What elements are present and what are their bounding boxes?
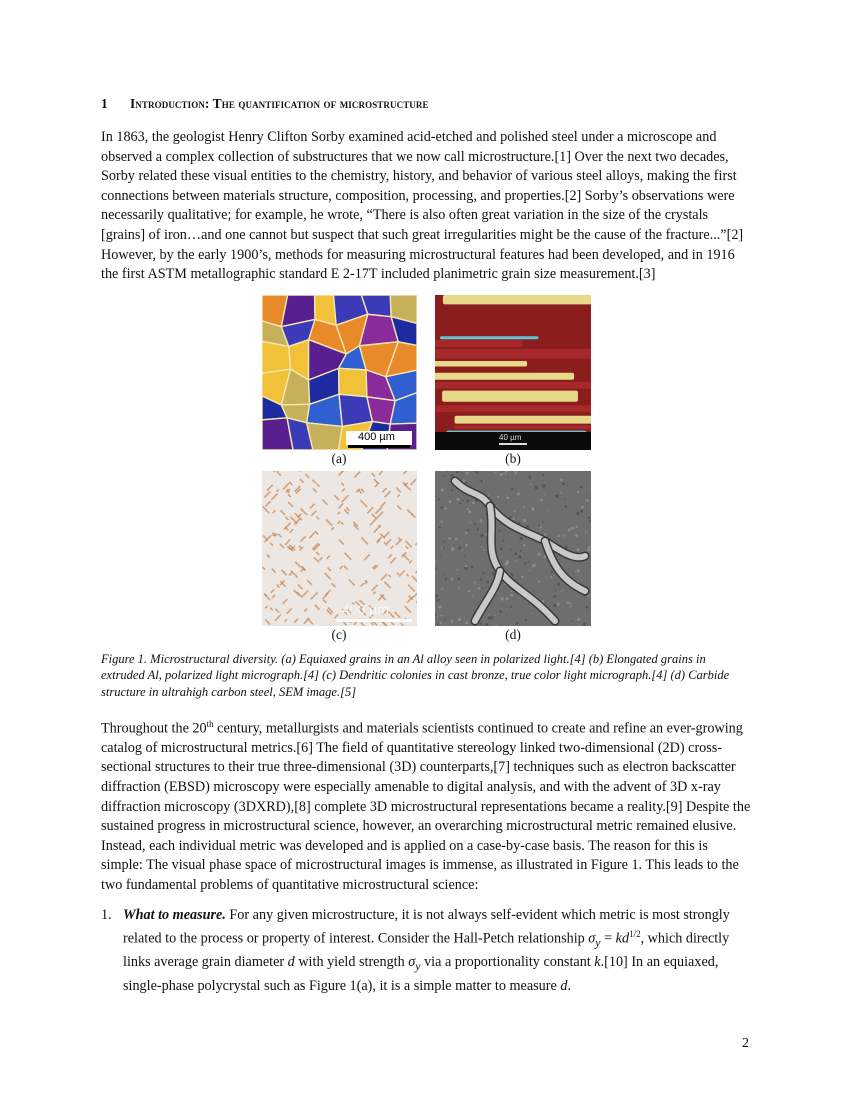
sem-speckle (542, 474, 544, 476)
sem-speckle (469, 521, 471, 523)
sem-speckle (510, 516, 512, 518)
sem-speckle (571, 620, 573, 622)
elongated-grain (435, 361, 527, 366)
scale-bar-b-label: 40 µm (499, 432, 522, 442)
sem-speckle (577, 491, 579, 493)
panel-label-d: (d) (505, 626, 521, 642)
section-heading (101, 96, 751, 112)
elongated-grain (435, 330, 591, 335)
sem-speckle (580, 486, 582, 488)
sem-speckle (441, 614, 443, 616)
sem-speckle (455, 538, 457, 540)
sem-speckle (542, 521, 544, 523)
sem-speckle (586, 606, 589, 609)
list-item-text-f: . (567, 977, 571, 994)
panel-label-a: (a) (331, 450, 347, 466)
equation-exponent: 1/2 (629, 929, 641, 940)
sem-speckle (516, 560, 517, 561)
equation-equals: = (600, 930, 616, 947)
sem-speckle (458, 618, 461, 621)
sem-speckle (483, 549, 485, 551)
sem-speckle (451, 577, 454, 580)
list-item-text-e: .[10] In an equiaxed, single-phase polycrystal such as Figure 1(a), it is a simple matter to measure (123, 954, 719, 994)
sem-speckle (581, 505, 584, 508)
sem-speckle (514, 471, 517, 474)
sem-speckle (474, 523, 476, 525)
sem-speckle (439, 622, 441, 624)
page-number: 2 (742, 1036, 749, 1051)
sem-speckle (487, 580, 490, 583)
sem-speckle (466, 499, 469, 502)
sem-speckle (529, 476, 532, 479)
elongated-grain (435, 349, 591, 359)
sem-speckle (458, 546, 461, 549)
sem-speckle (438, 526, 440, 528)
sem-speckle (538, 580, 540, 582)
sem-speckle (467, 528, 470, 531)
sem-speckle (529, 570, 530, 571)
sem-speckle (514, 510, 516, 512)
sem-speckle (450, 474, 453, 477)
sem-speckle (562, 482, 565, 485)
sem-speckle (555, 589, 557, 591)
sem-speckle (580, 509, 583, 512)
panel-label-c: (c) (331, 626, 347, 642)
micrograph-c (262, 471, 417, 626)
paragraph-2 (101, 715, 751, 896)
sem-speckle (553, 604, 556, 607)
sem-speckle (465, 471, 468, 474)
sem-speckle (510, 593, 513, 596)
sem-speckle (465, 565, 467, 567)
sem-speckle (492, 572, 495, 575)
sem-speckle (441, 506, 444, 509)
sem-speckle (540, 498, 543, 501)
sem-speckle (583, 622, 586, 625)
sem-speckle (531, 612, 532, 613)
sem-speckle (548, 509, 549, 510)
sem-speckle (448, 537, 450, 539)
sem-speckle (524, 562, 526, 564)
symbol-sigma: σ (408, 954, 416, 971)
sem-speckle (464, 555, 465, 556)
elongated-grain (435, 339, 522, 346)
sem-speckle (550, 571, 552, 573)
elongated-grain (435, 382, 591, 389)
sem-speckle (502, 539, 504, 541)
sem-speckle (461, 549, 463, 551)
sem-speckle (482, 480, 483, 481)
sem-speckle (437, 623, 439, 625)
sem-speckle (521, 555, 522, 556)
grain (262, 341, 290, 373)
elongated-grain (448, 316, 591, 324)
sem-speckle (465, 532, 468, 535)
sem-speckle (565, 505, 567, 507)
sem-speckle (457, 577, 460, 580)
micrograph-d-image (435, 471, 591, 626)
list-item-number: 1. (101, 906, 112, 923)
sem-speckle (441, 588, 443, 590)
sem-speckle (457, 568, 459, 570)
sem-speckle (465, 544, 468, 547)
sem-speckle (449, 484, 450, 485)
symbol-k: k (594, 954, 601, 971)
equation-kd: kd (615, 930, 630, 947)
sem-speckle (435, 594, 438, 597)
elongated-grain (440, 336, 539, 339)
sem-speckle (557, 583, 560, 586)
micrograph-c-image (262, 471, 417, 626)
sem-speckle (575, 534, 578, 537)
sem-speckle (477, 528, 479, 530)
sem-speckle (557, 603, 560, 606)
sem-speckle (467, 590, 469, 592)
sem-speckle (438, 605, 441, 608)
sem-speckle (577, 618, 580, 621)
sem-speckle (577, 569, 580, 572)
sem-speckle (523, 506, 525, 508)
sem-speckle (503, 472, 504, 473)
sem-speckle (471, 566, 473, 568)
sem-speckle (567, 601, 570, 604)
sem-speckle (517, 498, 518, 499)
list-item-text-c: with yield strength (294, 954, 409, 971)
sem-speckle (518, 555, 521, 558)
sem-speckle (462, 499, 464, 501)
figure-caption: Figure 1. Microstructural diversity. (a) Equiaxed grains in an Al alloy seen in polarized light.[4] (b) Elongated grains in extruded Al, polarized light micrograph.[4] (c) Dendritic colonies in cast bronze, true color light micrograph.[4] (d) Carbide structure in ultrahigh carbon steel, SEM image.[5] (101, 651, 730, 699)
sem-speckle (535, 486, 538, 489)
sem-speckle (588, 595, 590, 597)
sem-speckle (490, 616, 493, 619)
sem-speckle (451, 489, 453, 491)
sem-speckle (480, 623, 483, 626)
sem-speckle (526, 525, 529, 528)
sem-speckle (576, 548, 579, 551)
sem-speckle (519, 537, 522, 540)
sem-speckle (459, 502, 461, 504)
elongated-grain (454, 425, 591, 429)
sem-speckle (506, 597, 509, 600)
sem-speckle (478, 587, 481, 590)
sem-speckle (467, 508, 469, 510)
sem-speckle (544, 494, 545, 495)
sem-speckle (451, 547, 454, 550)
scale-bar-b-line (499, 443, 527, 445)
sem-speckle (513, 518, 515, 520)
sem-speckle (570, 605, 572, 607)
sem-speckle (589, 495, 590, 496)
sem-speckle (464, 563, 465, 564)
sem-speckle (510, 605, 512, 607)
sem-speckle (441, 488, 444, 491)
sem-speckle (586, 499, 589, 502)
equation-sigma: σ (588, 930, 596, 947)
micrograph-a-image (262, 295, 417, 450)
grain (307, 423, 343, 450)
sem-speckle (480, 578, 482, 580)
elongated-grain (435, 367, 543, 371)
symbol-sub-y: y (415, 959, 421, 974)
sem-speckle (440, 556, 441, 557)
sem-speckle (488, 614, 489, 615)
elongated-grain (435, 373, 574, 380)
sem-speckle (530, 483, 532, 485)
sem-speckle (505, 473, 507, 475)
sem-speckle (510, 572, 512, 574)
sem-speckle (500, 473, 503, 476)
sem-speckle (445, 623, 446, 624)
sem-speckle (511, 488, 513, 490)
scale-bar-c-label: 400 µm (342, 600, 389, 617)
sem-speckle (550, 576, 552, 578)
sem-speckle (517, 492, 520, 495)
sem-speckle (532, 564, 535, 567)
elongated-grain (435, 405, 591, 412)
sem-speckle (510, 590, 512, 592)
page-content (101, 96, 751, 996)
grain (339, 368, 367, 396)
sem-speckle (563, 535, 565, 537)
sem-speckle (533, 478, 534, 479)
scale-bar-a-line (348, 445, 410, 448)
sem-speckle (588, 546, 590, 548)
section-number: 1 (101, 96, 108, 111)
sem-speckle (463, 480, 466, 483)
sem-speckle (516, 622, 518, 624)
sem-speckle (544, 533, 546, 535)
problem-list (101, 906, 751, 997)
list-item-text-b: , which directly links average grain diameter (123, 930, 730, 971)
scale-bar-c-line (336, 619, 412, 622)
section-title: Introduction: The quantification of microstructure (130, 96, 429, 111)
sem-speckle (563, 589, 564, 590)
sem-speckle (444, 618, 446, 620)
sem-speckle (542, 484, 545, 487)
sem-speckle (505, 502, 506, 503)
sem-speckle (494, 615, 495, 616)
sem-speckle (506, 560, 509, 563)
elongated-grain (435, 305, 515, 315)
sem-speckle (571, 527, 574, 530)
sem-speckle (472, 501, 475, 504)
figure-1 (101, 289, 751, 647)
sem-speckle (468, 510, 471, 513)
symbol-d: d (287, 954, 295, 971)
list-item-heading: What to measure. (123, 906, 226, 923)
sem-speckle (576, 511, 579, 514)
equation-sub-y: y (595, 935, 601, 950)
sem-speckle (537, 552, 540, 555)
micrograph-d (435, 471, 591, 626)
scale-bar-a-label: 400 µm (358, 430, 395, 443)
sem-speckle (575, 571, 576, 572)
sem-speckle (441, 520, 443, 522)
elongated-grain (443, 295, 591, 304)
sem-speckle (472, 595, 473, 596)
sem-speckle (568, 528, 571, 531)
sem-speckle (438, 498, 440, 500)
sem-speckle (444, 475, 446, 477)
sem-speckle (482, 571, 484, 573)
micrograph-b-image (435, 295, 591, 450)
sem-speckle (500, 547, 503, 550)
sem-speckle (488, 495, 490, 497)
sem-speckle (480, 534, 483, 537)
sem-speckle (495, 471, 497, 473)
sem-speckle (442, 547, 444, 549)
sem-speckle (501, 608, 502, 609)
elongated-grain (435, 325, 565, 328)
sem-speckle (457, 498, 460, 501)
paragraph-2-rest: century, metallurgists and materials scientists continued to create and refine an ever-growing catalog of microstructural metrics.[6] The field of quantitative stereology linked two-dimensional (2D) cross-sectional structures to their true three-dimensional (3D) counterparts,[7] techniques such as electron backscatter diffraction (EBSD) microscopy were especially amenable to digital analysis, and with the advent of 3D x-ray diffraction microscopy (3DXRD),[8] complete 3D microstructural representations became a reality.[9] Despite the sustained progress in microstructural science, however, an overarching microstructural metric remained elusive. Instead, each individual metric was developed and is applied on a case-by-case basis. The reason for this is simple: The visual phase space of microstructural images is immense, as illustrated in Figure 1. This leads to the two fundamental problems of quantitative microstructural science: (101, 720, 751, 894)
sem-speckle (560, 492, 562, 494)
sem-speckle (512, 575, 514, 577)
micrograph-b (435, 295, 591, 450)
sem-speckle (523, 544, 525, 546)
sem-speckle (437, 599, 440, 602)
sem-speckle (538, 525, 540, 527)
paragraph-2-start: Throughout the 20 (101, 720, 207, 737)
sem-speckle (513, 599, 515, 601)
elongated-grain (442, 390, 578, 401)
sem-speckle (444, 507, 447, 510)
sem-speckle (521, 575, 524, 578)
sem-speckle (564, 498, 566, 500)
sem-speckle (450, 619, 453, 622)
sem-speckle (561, 590, 563, 592)
sem-speckle (573, 573, 574, 574)
sem-speckle (443, 540, 445, 542)
sem-speckle (465, 621, 468, 624)
sem-speckle (497, 495, 499, 497)
sem-speckle (474, 581, 476, 583)
list-item-text-d: via a proportionality constant (420, 954, 595, 971)
list-item-text-a: For any given microstructure, it is not always self-evident which metric is most strongly related to the process or property of interest. Consider the Hall-Petch relationship (123, 906, 730, 947)
sem-speckle (553, 595, 556, 598)
sem-speckle (560, 478, 563, 481)
paragraph-1: In 1863, the geologist Henry Clifton Sorby examined acid-etched and polished steel under a microscope and observed a complex collection of substructures that we now call microstructure.[1] Over the next two decades, Sorby related these visual entities to the chemistry, history, and behavior of various steel alloys, making the first connections between materials structure, composition, processing, and properties.[2] Sorby’s observations were necessarily qualitative; for example, he wrote, “There is also often great variation in the size of the crystals [grains] of iron…and one cannot but suspect that such great irregularities might be the cause of the fracture...”[2] However, by the early 1900’s, methods for measuring microstructural features had been developed, and in 1916 the first ASTM metallographic standard E 2-17T included planimetric grain size measurement.[3] (101, 129, 744, 283)
sem-speckle (586, 544, 587, 545)
sem-speckle (506, 614, 507, 615)
sem-speckle (555, 494, 558, 497)
micrograph-a (262, 295, 417, 450)
symbol-d-end: d (560, 977, 568, 994)
sem-speckle (445, 578, 447, 580)
sem-speckle (531, 507, 534, 510)
sem-speckle (507, 476, 509, 478)
sem-speckle (437, 624, 438, 625)
sem-speckle (570, 603, 572, 605)
sem-speckle (481, 546, 483, 548)
sem-speckle (529, 561, 530, 562)
sem-speckle (481, 587, 483, 589)
sem-speckle (498, 530, 500, 532)
sem-speckle (588, 516, 590, 518)
sem-speckle (435, 568, 437, 570)
sem-speckle (516, 477, 517, 478)
sem-speckle (525, 619, 527, 621)
sem-speckle (499, 610, 502, 613)
sem-speckle (500, 597, 503, 600)
panel-label-b: (b) (505, 450, 521, 466)
bronze-background (262, 471, 417, 626)
sem-speckle (448, 500, 451, 503)
sem-speckle (523, 519, 526, 522)
sem-speckle (586, 531, 588, 533)
elongated-grain (455, 416, 591, 424)
sem-speckle (587, 548, 590, 551)
sem-speckle (576, 526, 578, 528)
sem-speckle (458, 587, 459, 588)
sem-speckle (558, 535, 560, 537)
paragraph-2-superscript: th (206, 718, 214, 729)
sem-speckle (520, 549, 522, 551)
sem-speckle (510, 549, 512, 551)
sem-speckle (480, 520, 482, 522)
sem-speckle (443, 573, 445, 575)
sem-speckle (506, 496, 509, 499)
sem-speckle (514, 552, 517, 555)
list-item (101, 906, 751, 997)
